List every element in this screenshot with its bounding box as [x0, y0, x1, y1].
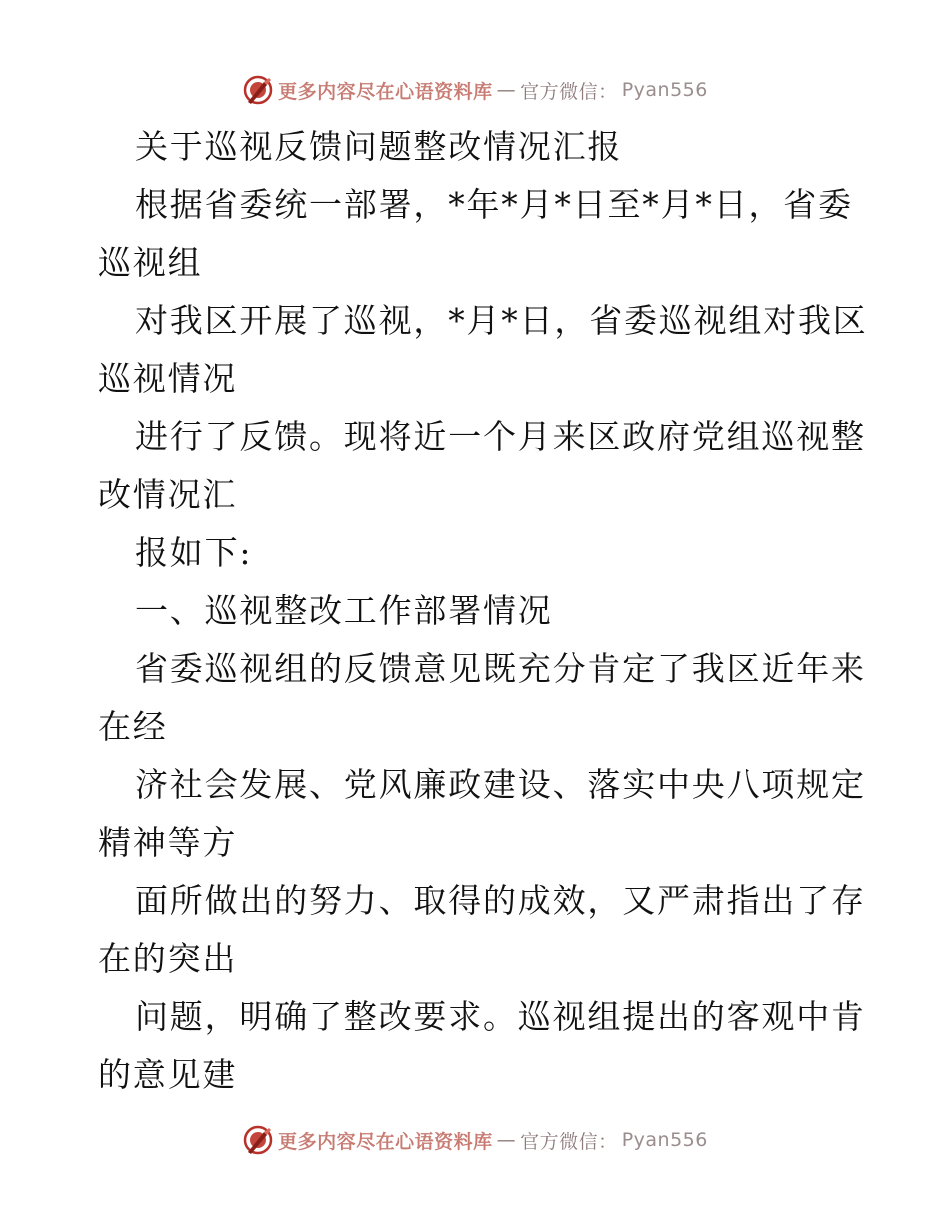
document-line: 对我区开展了巡视，*月*日，省委巡视组对我区	[135, 301, 868, 340]
document-line: 精神等方	[98, 823, 238, 862]
document-line: 报如下:	[135, 533, 253, 572]
document-line: 省委巡视组的反馈意见既充分肯定了我区近年来	[135, 649, 866, 688]
pen-logo-icon	[242, 1124, 274, 1156]
document-line: 在经	[98, 707, 168, 746]
watermark-account: Pyan556	[621, 79, 708, 101]
watermark-account: Pyan556	[621, 1129, 708, 1151]
document-line: 的意见建	[98, 1055, 238, 1094]
pen-logo-icon	[242, 74, 274, 106]
watermark-label: 官方微信：	[520, 80, 618, 103]
watermark-separator: —	[496, 1129, 517, 1151]
header-watermark	[0, 70, 950, 110]
document-line: 巡视组	[98, 243, 203, 282]
document-line: 巡视情况	[98, 359, 238, 398]
watermark-separator: —	[496, 79, 517, 101]
document-line: 关于巡视反馈问题整改情况汇报	[135, 127, 623, 166]
document-line: 根据省委统一部署，*年*月*日至*月*日，省委	[135, 185, 853, 224]
document-line: 进行了反馈。现将近一个月来区政府党组巡视整	[135, 417, 866, 456]
watermark-label: 官方微信：	[520, 1130, 618, 1153]
document-line: 改情况汇	[98, 475, 238, 514]
document-body	[98, 118, 868, 1104]
document-line: 在的突出	[98, 939, 238, 978]
document-line: 济社会发展、党风廉政建设、落实中央八项规定	[135, 765, 866, 804]
watermark-main-text: 更多内容尽在心语资料库	[278, 1130, 493, 1153]
footer-watermark	[0, 1120, 950, 1160]
document-line: 面所做出的努力、取得的成效，又严肃指出了存	[135, 881, 866, 920]
document-line: 问题，明确了整改要求。巡视组提出的客观中肯	[135, 997, 866, 1036]
document-line: 一、巡视整改工作部署情况	[135, 591, 553, 630]
watermark-main-text: 更多内容尽在心语资料库	[278, 80, 493, 103]
